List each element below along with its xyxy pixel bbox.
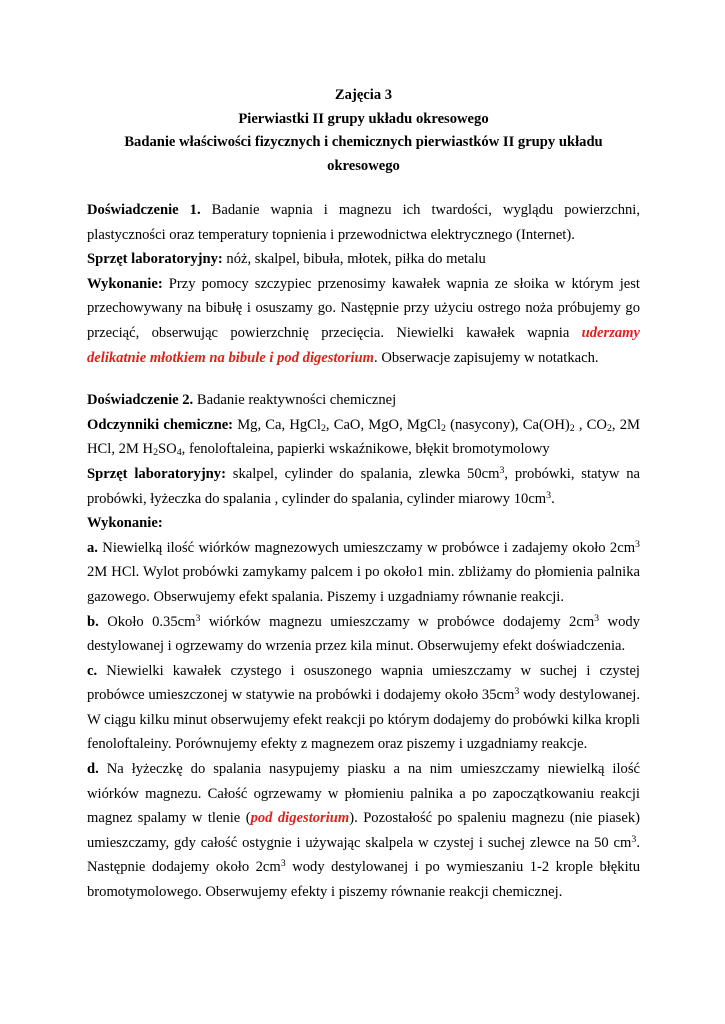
step-d-warning: pod digestorium <box>250 810 350 827</box>
exp2-label: Doświadczenie 2. <box>87 392 194 409</box>
exp2-procedure-heading: Wykonanie: <box>87 515 163 532</box>
exp2-reagents: Odczynniki chemiczne: Mg, Ca, HgCl$_2$, CaO, MgO, MgCl$_2$ (nasycony), $Ca(OH)_2$ , $CO_2$, 2M HCl, 2M $H_2SO_4$, fenoloftaleina, papierki wskaźnikowe, błękit bromotymolowy <box>87 416 640 459</box>
exp2-reagents-label: Odczynniki chemiczne: <box>87 416 234 433</box>
step-c: c. Niewielki kawałek czystego i osuszonego wapnia umieszczamy w suchej i czystej probówce umieszczonej w statywie na probówki i dodajemy około $35cm^3$ wody destylowanej. W ciągu kilku minut obserwujemy efekt reakcji po którym dodajemy do probówki kilka kropli fenoloftaleiny. Porównujemy efekty z magnezem oraz piszemy i uzgadniamy reakcje. <box>87 662 640 753</box>
topic-title: Pierwiastki II grupy układu okresowego <box>238 110 489 127</box>
document-header <box>87 84 640 178</box>
exp1-equipment-label: Sprzęt laboratoryjny: <box>87 251 223 268</box>
exp2-description: Doświadczenie 2. Badanie reaktywności chemicznej <box>87 392 397 409</box>
step-a-label: a. <box>87 539 98 556</box>
exp1-equipment: Sprzęt laboratoryjny: nóż, skalpel, bibuła, młotek, piłka do metalu <box>87 251 486 268</box>
subtitle-line-1: Badanie właściwości fizycznych i chemicznych pierwiastków II grupy układu <box>124 134 603 150</box>
step-d: d. Na łyżeczkę do spalania nasypujemy piasku a na nim umieszczamy niewielką ilość wiórków magnezu. Całość ogrzewamy w płomieniu palnika a po zapoczątkowaniu reakcji magnez spalamy w tlenie (pod digestorium). Pozostałość po spaleniu magnezu (nie piasek) umieszczamy, gdy całość ostygnie i używając skalpela w czystej i suchej zlewce na 50 $cm^3$. Następnie dodajemy około $2cm^3$ wody destylowanej i po wymieszaniu 1-2 krople błękitu bromotymolowego. Obserwujemy efekty i piszemy równanie reakcji chemicznej. <box>87 761 640 901</box>
step-b: b. Około $0.35cm^3$ wiórków magnezu umieszczamy w probówce dodajemy $2cm^3$ wody destylowanej i ogrzewamy do wrzenia przez kila minut. Obserwujemy efekt doświadczenia. <box>87 612 640 655</box>
document-page <box>87 84 640 905</box>
class-number: Zajęcia 3 <box>334 87 393 103</box>
exp1-description: Doświadczenie 1. Badanie wapnia i magnezu ich twardości, wyglądu powierzchni, plastyczności oraz temperatury topnienia i przewodnictwa elektrycznego (Internet). <box>87 202 640 243</box>
exp2-equipment-label: Sprzęt laboratoryjny: <box>87 465 226 482</box>
exp1-warning: uderzamy delikatnie młotkiem na bibule i pod digestorium <box>87 324 640 366</box>
step-a: a. Niewielką ilość wiórków magnezowych umieszczamy w probówce i zadajemy około $2cm^3$ 2M HCl. Wylot probówki zamykamy palcem i po około1 min. zbliżamy do płomienia palnika gazowego. Obserwujemy efekt spalania. Piszemy i uzgadniamy równanie reakcji. <box>87 538 640 605</box>
step-c-label: c. <box>87 662 98 679</box>
exp2-equipment: Sprzęt laboratoryjny: skalpel, cylinder do spalania, zlewka $50cm^3$, probówki, statyw na probówki, łyżeczka do spalania , cylinder do spalania, cylinder miarowy $10cm^3$. <box>87 464 640 507</box>
exp1-procedure: Wykonanie: Przy pomocy szczypiec przenosimy kawałek wapnia ze słoika w którym jest przechowywany na bibułę i osuszamy go. Następnie przy użyciu ostrego noża próbujemy go przeciąć, obserwując powierzchnię przecięcia. Niewielki kawałek wapnia uderzamy delikatnie młotkiem na bibule i pod digestorium. Obserwacje zapisujemy w notatkach. <box>87 275 640 366</box>
exp1-procedure-label: Wykonanie: <box>87 275 163 292</box>
step-b-label: b. <box>87 613 99 630</box>
step-d-label: d. <box>87 761 99 778</box>
exp1-label: Doświadczenie 1. <box>87 202 201 218</box>
subtitle-line-2: okresowego <box>327 157 400 174</box>
